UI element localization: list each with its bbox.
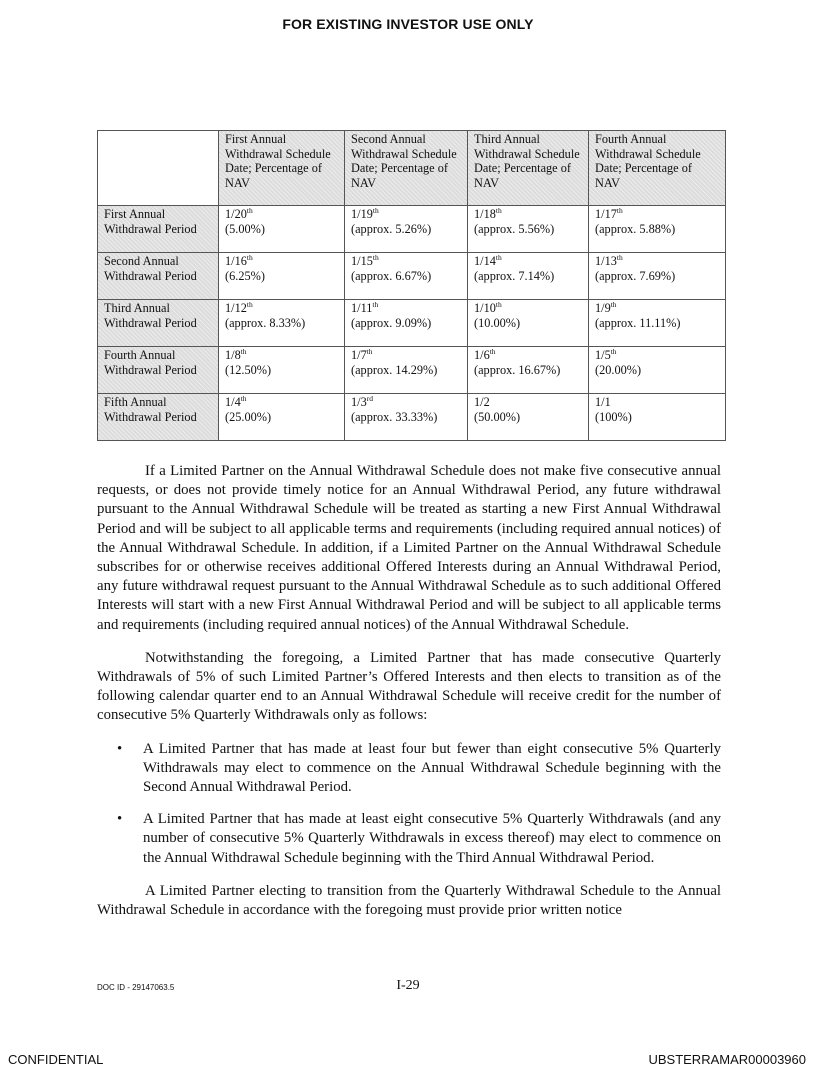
body-text [97, 462, 721, 934]
percentage-value: (100%) [595, 409, 632, 424]
ordinal-suffix: th [616, 206, 623, 215]
ordinal-suffix: th [246, 206, 253, 215]
row-header: Fourth Annual Withdrawal Period [98, 347, 219, 394]
page-banner: FOR EXISTING INVESTOR USE ONLY [282, 16, 534, 32]
ordinal-suffix: th [366, 347, 373, 356]
bullet-list [97, 740, 721, 868]
table-cell [345, 253, 468, 300]
percentage-value: (50.00%) [474, 409, 521, 424]
ordinal-suffix: th [495, 206, 502, 215]
table-cell [589, 394, 726, 441]
column-header: First Annual Withdrawal Schedule Date; Percentage of NAV [219, 131, 345, 206]
table-cell [219, 300, 345, 347]
paragraph: A Limited Partner electing to transition from the Quarterly Withdrawal Schedule to the Annual Withdrawal Schedule in accordance with the foregoing must provide prior written notice [97, 882, 721, 919]
table-cell [468, 300, 589, 347]
row-header: Second Annual Withdrawal Period [98, 253, 219, 300]
fraction-value: 1/1 [595, 395, 611, 409]
ordinal-suffix: rd [366, 394, 373, 403]
ordinal-suffix: th [240, 347, 247, 356]
table-corner-cell [98, 131, 219, 206]
ordinal-suffix: th [372, 206, 379, 215]
ordinal-suffix: th [372, 300, 379, 309]
percentage-value: (approx. 7.14%) [474, 268, 555, 283]
fraction-value: 1/6 [474, 348, 490, 362]
column-header: Fourth Annual Withdrawal Schedule Date; Percentage of NAV [589, 131, 726, 206]
bullet-icon: • [117, 740, 123, 757]
ordinal-suffix: th [489, 347, 496, 356]
list-item [97, 740, 721, 798]
percentage-value: (approx. 14.29%) [351, 362, 438, 377]
percentage-value: (approx. 11.11%) [595, 315, 681, 330]
table-cell [468, 206, 589, 253]
row-header: Fifth Annual Withdrawal Period [98, 394, 219, 441]
row-header: Third Annual Withdrawal Period [98, 300, 219, 347]
table-row [98, 300, 726, 347]
column-header: Third Annual Withdrawal Schedule Date; Percentage of NAV [468, 131, 589, 206]
table-cell [468, 394, 589, 441]
ordinal-suffix: th [240, 394, 247, 403]
bullet-icon: • [117, 811, 123, 828]
withdrawal-schedule-table [97, 130, 726, 441]
percentage-value: (25.00%) [225, 409, 272, 424]
fraction-value: 1/15 [351, 254, 373, 268]
table-cell [589, 206, 726, 253]
fraction-value: 1/18 [474, 207, 496, 221]
list-item [97, 810, 721, 868]
table-row [98, 347, 726, 394]
table-cell [219, 347, 345, 394]
ordinal-suffix: th [616, 253, 623, 262]
row-header: First Annual Withdrawal Period [98, 206, 219, 253]
percentage-value: (5.00%) [225, 221, 265, 236]
fraction-value: 1/9 [595, 301, 611, 315]
fraction-value: 1/3 [351, 395, 367, 409]
table-cell [345, 300, 468, 347]
table-cell [468, 347, 589, 394]
fraction-value: 1/13 [595, 254, 617, 268]
fraction-value: 1/8 [225, 348, 241, 362]
percentage-value: (approx. 5.88%) [595, 221, 676, 236]
fraction-value: 1/20 [225, 207, 247, 221]
table-cell [468, 253, 589, 300]
ordinal-suffix: th [495, 300, 502, 309]
percentage-value: (approx. 33.33%) [351, 409, 438, 424]
ordinal-suffix: th [372, 253, 379, 262]
table-row [98, 253, 726, 300]
paragraph: If a Limited Partner on the Annual Withdrawal Schedule does not make five consecutive annual requests, or does not provide timely notice for an Annual Withdrawal Period, any future withdrawal pursuant to the Annual Withdrawal Schedule will be treated as starting a new First Annual Withdrawal Period and will be subject to all applicable terms and requirements (including required annual notices) of the Annual Withdrawal Schedule. In addition, if a Limited Partner on the Annual Withdrawal Schedule subscribes for or otherwise receives additional Offered Interests during an Annual Withdrawal Period, any future withdrawal request pursuant to the Annual Withdrawal Schedule as to such additional Offered Interests will start with a new First Annual Withdrawal Period and will be subject to all applicable terms and requirements (including required annual notices) of the Annual Withdrawal Schedule. [97, 463, 721, 633]
fraction-value: 1/2 [474, 395, 490, 409]
ordinal-suffix: th [246, 300, 253, 309]
percentage-value: (approx. 5.56%) [474, 221, 555, 236]
confidential-label: CONFIDENTIAL [8, 1052, 104, 1067]
fraction-value: 1/5 [595, 348, 611, 362]
fraction-value: 1/17 [595, 207, 617, 221]
table-header-row [98, 131, 726, 206]
fraction-value: 1/10 [474, 301, 496, 315]
table-cell [219, 394, 345, 441]
table-cell [345, 347, 468, 394]
percentage-value: (12.50%) [225, 362, 272, 377]
column-header: Second Annual Withdrawal Schedule Date; Percentage of NAV [345, 131, 468, 206]
fraction-value: 1/4 [225, 395, 241, 409]
table-cell [589, 300, 726, 347]
percentage-value: (approx. 8.33%) [225, 315, 306, 330]
fraction-value: 1/16 [225, 254, 247, 268]
paragraph: Notwithstanding the foregoing, a Limited Partner that has made consecutive Quarterly Withdrawals of 5% of such Limited Partner’s Offered Interests and then elects to transition as of the following calendar quarter end to an Annual Withdrawal Schedule will receive credit for the number of consecutive 5% Quarterly Withdrawals only as follows: [97, 649, 721, 724]
fraction-value: 1/11 [351, 301, 373, 315]
percentage-value: (approx. 7.69%) [595, 268, 676, 283]
table-row [98, 394, 726, 441]
list-item-text: A Limited Partner that has made at least eight consecutive 5% Quarterly Withdrawals (and any number of consecutive 5% Quarterly Withdrawals in excess thereof) may elect to commence on the Annual Withdrawal Schedule beginning with the Third Annual Withdrawal Period. [143, 811, 721, 866]
fraction-value: 1/7 [351, 348, 367, 362]
fraction-value: 1/19 [351, 207, 373, 221]
percentage-value: (6.25%) [225, 268, 265, 283]
table-cell [219, 206, 345, 253]
table-cell [345, 394, 468, 441]
fraction-value: 1/12 [225, 301, 247, 315]
ordinal-suffix: th [246, 253, 253, 262]
ordinal-suffix: th [610, 347, 617, 356]
percentage-value: (20.00%) [595, 362, 642, 377]
bates-number: UBSTERRAMAR00003960 [648, 1052, 806, 1067]
percentage-value: (approx. 6.67%) [351, 268, 432, 283]
table-cell [219, 253, 345, 300]
percentage-value: (approx. 5.26%) [351, 221, 432, 236]
percentage-value: (10.00%) [474, 315, 521, 330]
page-number: I-29 [396, 978, 420, 993]
list-item-text: A Limited Partner that has made at least four but fewer than eight consecutive 5% Quarterly Withdrawals may elect to commence on the Annual Withdrawal Schedule beginning with the Second Annual Withdrawal Period. [143, 740, 721, 796]
table-row [98, 206, 726, 253]
doc-id: DOC ID - 29147063.5 [97, 983, 175, 992]
percentage-value: (approx. 9.09%) [351, 315, 432, 330]
table-cell [345, 206, 468, 253]
table-cell [589, 347, 726, 394]
ordinal-suffix: th [610, 300, 617, 309]
table-cell [589, 253, 726, 300]
ordinal-suffix: th [495, 253, 502, 262]
fraction-value: 1/14 [474, 254, 496, 268]
percentage-value: (approx. 16.67%) [474, 362, 561, 377]
